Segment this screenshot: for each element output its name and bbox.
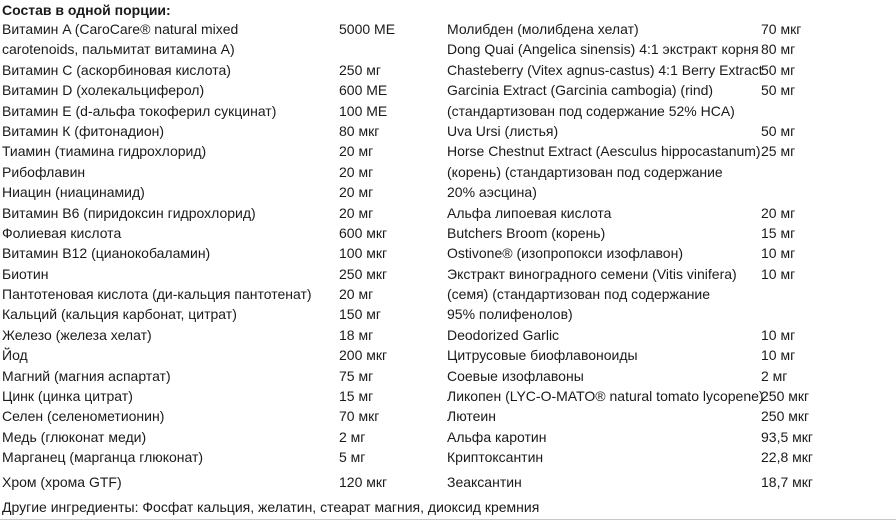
- ingredient-amount: 2 мг: [761, 367, 788, 384]
- ingredient-name: 95% полифенолов): [447, 306, 573, 323]
- ingredient-name: Витамин A (CaroCare® natural mixed: [2, 21, 239, 37]
- ingredient-name: Зеаксантин: [447, 473, 522, 490]
- ingredient-name: Железо (железа хелат): [2, 326, 152, 343]
- ingredient-row: [2, 162, 442, 182]
- ingredient-amount: 250 мкг: [339, 265, 388, 282]
- ingredient-row: [2, 39, 442, 59]
- ingredient-amount: 50 мг: [761, 82, 796, 99]
- ingredient-amount: 70 мкг: [339, 408, 380, 425]
- ingredient-amount: 20 мг: [339, 163, 374, 180]
- ingredient-amount: 600 мкг: [339, 224, 388, 241]
- ingredient-amount: 50 мг: [761, 61, 796, 78]
- ingredient-name: Кальций (кальция карбонат, цитрат): [2, 306, 237, 323]
- bottom-divider: [0, 519, 896, 520]
- ingredient-amount: 20 мг: [339, 143, 374, 160]
- ingredient-amount: 15 мг: [761, 224, 796, 241]
- ingredient-name: Тиамин (тиамина гидрохлорид): [2, 143, 207, 160]
- ingredient-name: Витамин К (фитонадион): [2, 122, 165, 139]
- ingredient-amount: 22,8 мкг: [761, 449, 813, 466]
- ingredient-row: [447, 101, 894, 121]
- ingredient-row: [2, 284, 442, 304]
- ingredient-name: 20% аэсцина): [447, 184, 537, 201]
- ingredient-name: Медь (глюконат меди): [2, 428, 147, 445]
- ingredient-row: [2, 243, 442, 263]
- ingredient-amount: 600 МЕ: [339, 82, 388, 99]
- ingredient-row: [447, 162, 894, 182]
- ingredient-row: [2, 366, 442, 386]
- ingredient-name: Лютеин: [447, 408, 496, 425]
- ingredient-row: [2, 101, 442, 121]
- ingredient-row: [2, 60, 442, 80]
- ingredient-row: [2, 141, 442, 161]
- ingredient-name: Ostivone® (изопропокси изофлавон): [447, 245, 683, 262]
- ingredient-name: Витамин E (d-альфа токоферил сукцинат): [2, 102, 277, 119]
- ingredient-amount: 5000 МЕ: [339, 21, 396, 37]
- ingredient-amount: 200 мкг: [339, 347, 388, 364]
- ingredient-row: [2, 223, 442, 243]
- ingredient-name: Ниацин (ниацинамид): [2, 184, 145, 201]
- ingredient-row: [2, 345, 442, 365]
- ingredient-name: Витамин B6 (пиридоксин гидрохлорид): [2, 204, 256, 221]
- ingredient-amount: 10 мг: [761, 347, 796, 364]
- ingredient-row: [447, 447, 894, 467]
- ingredient-row: [2, 19, 442, 39]
- ingredient-row: [2, 121, 442, 141]
- ingredient-amount: 10 мг: [761, 326, 796, 343]
- ingredient-amount: 100 мкг: [339, 245, 388, 262]
- ingredient-amount: 18,7 мкг: [761, 473, 813, 490]
- ingredient-amount: 100 МЕ: [339, 102, 388, 119]
- ingredient-name: Цинк (цинка цитрат): [2, 388, 133, 405]
- ingredient-row: [447, 80, 894, 100]
- ingredient-name: Butchers Broom (корень): [447, 224, 606, 241]
- ingredient-amount: 50 мг: [761, 122, 796, 139]
- ingredient-name: Альфа каротин: [447, 428, 547, 445]
- ingredient-row: [2, 472, 442, 492]
- ingredient-name: Garcinia Extract (Garcinia cambogia) (rind): [447, 82, 714, 99]
- ingredient-name: Пантотеновая кислота (ди-кальция пантотенат): [2, 286, 312, 303]
- ingredient-row: [447, 223, 894, 243]
- ingredient-name: Биотин: [2, 265, 49, 282]
- ingredient-row: [2, 182, 442, 202]
- ingredient-name: (корень) (стандартизован под содержание: [447, 163, 723, 180]
- ingredient-amount: 20 мг: [339, 184, 374, 201]
- ingredient-row: [447, 182, 894, 202]
- ingredient-name: (семя) (стандартизован под содержание: [447, 286, 711, 303]
- ingredient-row: [2, 386, 442, 406]
- ingredient-row: [447, 264, 894, 284]
- ingredient-amount: 2 мг: [339, 428, 366, 445]
- ingredient-amount: 25 мг: [761, 143, 796, 160]
- ingredient-amount: 120 мкг: [339, 473, 388, 490]
- ingredient-row: [447, 427, 894, 447]
- ingredient-amount: 20 мг: [339, 286, 374, 303]
- ingredient-amount: 75 мг: [339, 367, 374, 384]
- ingredient-name: Экстракт виноградного семени (Vitis vinifera): [447, 265, 737, 282]
- ingredient-amount: 80 мг: [761, 41, 796, 58]
- ingredient-amount: 250 мкг: [761, 388, 810, 405]
- ingredient-row: [447, 406, 894, 426]
- ingredient-row: [2, 203, 442, 223]
- ingredient-name: Марганец (марганца глюконат): [2, 449, 204, 466]
- ingredient-name: Витамин B12 (цианокобаламин): [2, 245, 211, 262]
- ingredient-amount: 15 мг: [339, 388, 374, 405]
- right-ingredient-column: [447, 19, 894, 492]
- ingredient-name: (стандартизован под содержание 52% HCA): [447, 102, 735, 119]
- page-title: Состав в одной порции:: [2, 2, 171, 18]
- ingredient-name: Chasteberry (Vitex agnus-castus) 4:1 Berry Extract: [447, 61, 763, 78]
- ingredient-amount: 10 мг: [761, 245, 796, 262]
- ingredient-name: Deodorized Garlic: [447, 326, 560, 343]
- ingredient-name: Horse Chestnut Extract (Aesculus hippocastanum): [447, 143, 761, 160]
- ingredient-name: Фолиевая кислота: [2, 224, 122, 241]
- ingredient-row: [447, 121, 894, 141]
- ingredient-row: [447, 345, 894, 365]
- ingredient-name: Цитрусовые биофлавоноиды: [447, 347, 638, 364]
- ingredient-name: Йод: [2, 347, 28, 364]
- ingredient-row: [2, 304, 442, 324]
- ingredient-name: Uva Ursi (листья): [447, 122, 559, 139]
- ingredient-name: Магний (магния аспартат): [2, 367, 171, 384]
- ingredient-name: Dong Quai (Angelica sinensis) 4:1 экстракт корня: [447, 41, 759, 58]
- ingredient-amount: 250 мкг: [761, 408, 810, 425]
- ingredient-row: [447, 386, 894, 406]
- ingredient-row: [447, 141, 894, 161]
- ingredient-name: Соевые изофлавоны: [447, 367, 584, 384]
- ingredient-name: Витамин D (холекальциферол): [2, 82, 205, 99]
- ingredient-row: [447, 203, 894, 223]
- ingredient-row: [447, 304, 894, 324]
- ingredient-row: [447, 60, 894, 80]
- ingredient-row: [2, 325, 442, 345]
- ingredient-row: [2, 264, 442, 284]
- ingredient-row: [447, 39, 894, 59]
- other-ingredients-note: Другие ингредиенты: Фосфат кальция, желатин, стеарат магния, диоксид кремния: [2, 499, 540, 515]
- ingredient-name: Альфа липоевая кислота: [447, 204, 612, 221]
- ingredient-name: Витамин C (аскорбиновая кислота): [2, 61, 231, 78]
- ingredient-row: [2, 447, 442, 467]
- ingredient-amount: 70 мкг: [761, 21, 802, 37]
- ingredient-name: Ликопен (LYC-O-MATO® natural tomato lycopene): [447, 388, 764, 405]
- ingredient-name: carotenoids, пальмитат витамина A): [2, 41, 235, 58]
- ingredient-amount: 20 мг: [339, 204, 374, 221]
- ingredient-row: [2, 80, 442, 100]
- ingredient-name: Селен (селенометионин): [2, 408, 165, 425]
- ingredient-row: [447, 19, 894, 39]
- ingredient-name: Рибофлавин: [2, 163, 86, 180]
- ingredient-amount: 150 мг: [339, 306, 381, 323]
- ingredient-row: [447, 325, 894, 345]
- ingredient-name: Молибден (молибдена хелат): [447, 21, 639, 37]
- left-ingredient-column: [2, 19, 442, 492]
- ingredient-row: [447, 243, 894, 263]
- ingredient-row: [2, 406, 442, 426]
- ingredient-row: [447, 472, 894, 492]
- ingredient-name: Криптоксантин: [447, 449, 544, 466]
- ingredient-row: [447, 366, 894, 386]
- ingredient-amount: 250 мг: [339, 61, 381, 78]
- ingredient-amount: 10 мг: [761, 265, 796, 282]
- ingredient-amount: 80 мкг: [339, 122, 380, 139]
- ingredient-amount: 93,5 мкг: [761, 428, 813, 445]
- ingredient-row: [447, 284, 894, 304]
- ingredient-amount: 20 мг: [761, 204, 796, 221]
- ingredient-amount: 5 мг: [339, 449, 366, 466]
- ingredient-row: [2, 427, 442, 447]
- ingredient-amount: 18 мг: [339, 326, 374, 343]
- ingredient-name: Хром (хрома GTF): [2, 473, 122, 490]
